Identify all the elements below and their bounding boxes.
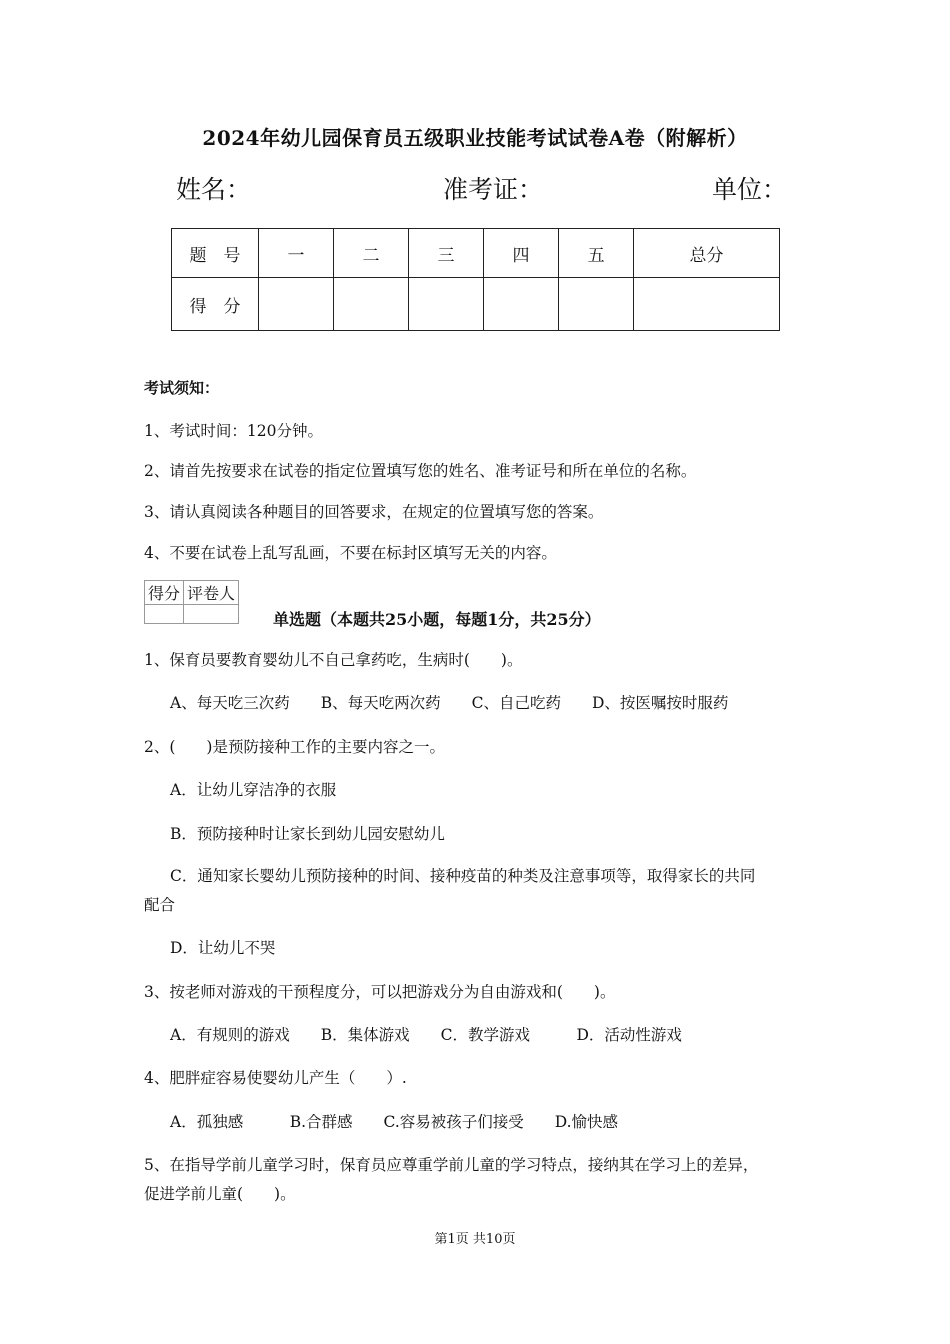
score-cell-4 [484, 278, 559, 331]
score-table-header-5: 五 [559, 229, 634, 278]
score-cell-2 [334, 278, 409, 331]
section-title: 单选题（本题共25小题，每题1分，共25分） [273, 610, 601, 629]
question-5-cont: 促进学前儿童( )。 [144, 1185, 296, 1203]
question-5: 5、在指导学前儿童学习时，保育员应尊重学前儿童的学习特点，接纳其在学习上的差异， [144, 1156, 759, 1174]
grader-score-cell [145, 605, 184, 624]
grader-box [144, 580, 239, 624]
notice-item: 2、请首先按要求在试卷的指定位置填写您的姓名、准考证号和所在单位的名称。 [144, 462, 697, 480]
notice-title: 考试须知： [144, 379, 220, 397]
grader-reviewer-cell [184, 605, 239, 624]
score-cell-total [634, 278, 780, 331]
score-table-header-4: 四 [484, 229, 559, 278]
notice-item: 3、请认真阅读各种题目的回答要求，在规定的位置填写您的答案。 [144, 503, 604, 521]
unit-label: 单位： [712, 175, 788, 204]
score-table [171, 228, 780, 331]
page-footer: 第1页 共10页 [434, 1232, 516, 1247]
question-2-option-c: C．通知家长婴幼儿预防接种的时间、接种疫苗的种类及注意事项等，取得家长的共同 [170, 867, 756, 885]
question-2-option-d: D．让幼儿不哭 [170, 939, 276, 957]
question-2: 2、( )是预防接种工作的主要内容之一。 [144, 738, 445, 756]
question-4-options: A．孤独感 B.合群感 C.容易被孩子们接受 D.愉快感 [170, 1113, 619, 1131]
score-table-score-row [172, 278, 780, 331]
score-table-header-label: 题 号 [172, 229, 259, 278]
question-1: 1、保育员要教育婴幼儿不自己拿药吃，生病时( )。 [144, 651, 523, 669]
page-title: 2024年幼儿园保育员五级职业技能考试试卷A卷（附解析） [202, 126, 748, 150]
score-cell-1 [259, 278, 334, 331]
score-cell-5 [559, 278, 634, 331]
score-cell-3 [409, 278, 484, 331]
question-1-options: A、每天吃三次药 B、每天吃两次药 C、自己吃药 D、按医嘱按时服药 [170, 694, 729, 712]
name-label: 姓名： [176, 175, 252, 204]
question-2-option-b: B．预防接种时让家长到幼儿园安慰幼儿 [170, 825, 445, 843]
question-2-option-c-cont: 配合 [144, 896, 176, 914]
question-3-options: A．有规则的游戏 B．集体游戏 C．教学游戏 D．活动性游戏 [170, 1026, 682, 1044]
score-table-header-1: 一 [259, 229, 334, 278]
score-table-row-label: 得 分 [172, 278, 259, 331]
score-table-header-2: 二 [334, 229, 409, 278]
score-table-header-row [172, 229, 780, 278]
question-4: 4、肥胖症容易使婴幼儿产生（ ）. [144, 1069, 407, 1087]
notice-item: 1、考试时间：120分钟。 [144, 422, 323, 440]
grader-reviewer-label: 评卷人 [184, 581, 239, 605]
exam-id-label: 准考证： [443, 175, 544, 204]
score-table-header-total: 总分 [634, 229, 780, 278]
question-2-option-a: A．让幼儿穿洁净的衣服 [170, 781, 337, 799]
question-3: 3、按老师对游戏的干预程度分，可以把游戏分为自由游戏和( )。 [144, 983, 616, 1001]
grader-score-label: 得分 [145, 581, 184, 605]
notice-item: 4、不要在试卷上乱写乱画，不要在标封区填写无关的内容。 [144, 544, 557, 562]
score-table-header-3: 三 [409, 229, 484, 278]
